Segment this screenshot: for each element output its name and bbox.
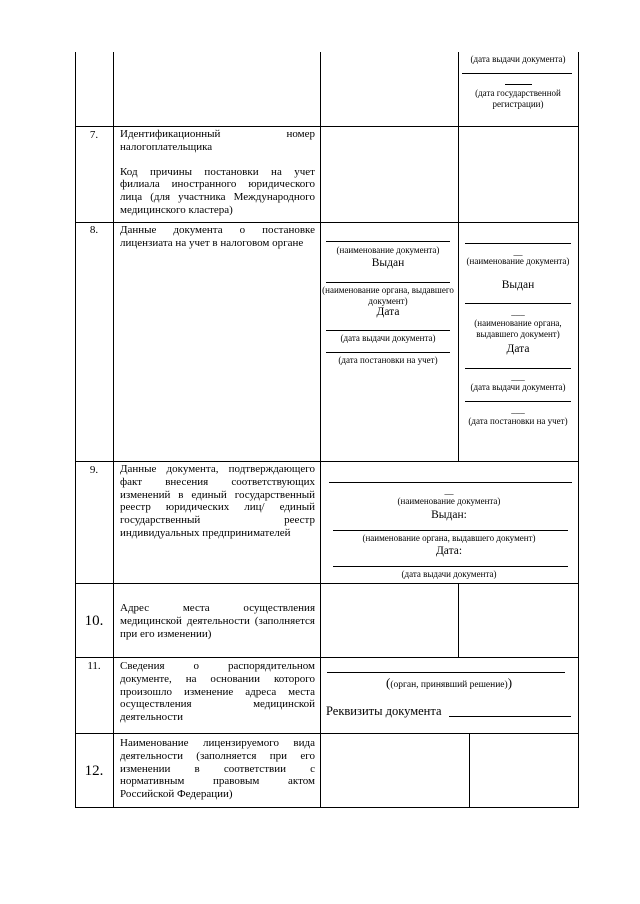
r9-doc-name-caption: (наименование документа) [397, 496, 501, 506]
value-divider-row12 [469, 733, 470, 808]
row-10-number: 10. [84, 613, 104, 629]
r8-left-doc-name-caption: (наименование документа) [336, 245, 440, 255]
r11-requisites-line [449, 716, 571, 717]
row-8-label: Данные документа о постановке лицензиата на учет в налоговом органе [120, 224, 315, 249]
r8-right-doc-line [465, 243, 571, 244]
tin-label: Идентификационный номер налогоплательщика [120, 128, 315, 153]
r11-body-line [327, 672, 565, 673]
r9-issue-date-line [333, 566, 568, 567]
table-border-bottom [75, 807, 579, 808]
r8-right-doc-dash: __ [513, 247, 523, 257]
r8-left-registration-line [326, 352, 450, 353]
row-11-label: Сведения о распорядительном документе, на основании которого произошло изменение адреса места осуществления медицинской деятельности [120, 660, 315, 724]
top-issue-date-caption: (дата выдачи документа) [470, 54, 566, 64]
r9-issued-word: Выдан: [431, 509, 467, 521]
row-border-top-first [75, 126, 579, 127]
r8-left-issued-word: Выдан [371, 257, 405, 269]
r8-right-issue-date-caption: (дата выдачи документа) [470, 382, 566, 392]
r8-right-registration-caption: (дата постановки на учет) [468, 416, 568, 426]
row-border-10-11 [75, 657, 579, 658]
r8-right-issued-word: Выдан [501, 279, 535, 291]
value-divider-top [458, 52, 459, 222]
kpp-label: Код причины постановки на учет филиала иностранного юридического лица (для участника Международного медицинского кластера) [120, 165, 315, 216]
r9-issuer-line [333, 530, 568, 531]
r8-right-date-word: Дата [506, 343, 530, 355]
row-12-label: Наименование лицензируемого вида деятельности (заполняется при его изменении в соответствии с нормативным правовым актом Российской Федерации) [120, 737, 315, 801]
column-divider-number [113, 52, 114, 808]
top-underline-1 [462, 73, 572, 74]
r11-requisites-label: Реквизиты документа [326, 704, 442, 718]
r9-issuer-caption: (наименование органа, выдавшего документ) [362, 533, 536, 543]
r8-left-issue-date-line [326, 330, 450, 331]
row-7-label [120, 128, 315, 217]
r9-doc-dash: __ [444, 486, 454, 496]
row-border-9-10 [75, 583, 579, 584]
row-9-number: 9. [89, 464, 99, 476]
r11-body-caption-text: (орган, принявший решение) [390, 680, 508, 690]
row-9-label: Данные документа, подтверждающего факт внесения соответствующих изменений в единый государственный реестр юридических лиц/ единый государственный реестр индивидуальных предпринимателей [120, 463, 315, 539]
r8-right-registration-line [465, 401, 571, 402]
r8-left-date-word: Дата [376, 306, 400, 318]
value-divider-row10 [458, 583, 459, 657]
r8-left-issuer-line [326, 282, 450, 283]
r8-right-registration-dash: ___ [511, 405, 525, 415]
r9-issue-date-caption: (дата выдачи документа) [401, 569, 497, 579]
row-12-number: 12. [84, 763, 104, 779]
row-border-7-8 [75, 222, 579, 223]
row-border-11-12 [75, 733, 579, 734]
r11-body-caption: ((орган, принявший решение)) [385, 675, 513, 690]
r8-right-issue-date-dash: ___ [511, 372, 525, 382]
column-divider-label [320, 52, 321, 808]
r8-left-issuer-caption: (наименование органа, выдавшего документ) [322, 285, 454, 306]
r8-right-issuer-caption: (наименование органа, выдавшего документ) [474, 318, 562, 339]
r8-right-issuer-line [465, 303, 571, 304]
r9-doc-line [329, 482, 572, 483]
top-registration-date-caption: (дата государственной регистрации) [475, 88, 561, 109]
table-border-left [75, 52, 76, 808]
r8-left-doc-line [326, 241, 450, 242]
row-11-number: 11. [87, 660, 101, 672]
r8-right-issue-date-line [465, 368, 571, 369]
r8-right-doc-name-caption: (наименование документа) [466, 256, 570, 266]
r8-left-registration-caption: (дата постановки на учет) [338, 355, 438, 365]
value-divider-row8 [458, 222, 459, 462]
row-10-label: Адрес места осуществления медицинской деятельности (заполняется при его изменении) [120, 602, 315, 640]
row-7-number: 7. [89, 129, 99, 141]
r8-left-issue-date-caption: (дата выдачи документа) [340, 333, 436, 343]
r8-right-issuer-dash: ___ [511, 307, 525, 317]
top-underline-2 [505, 84, 532, 85]
row-8-number: 8. [89, 224, 99, 236]
r9-date-word: Дата: [435, 545, 463, 557]
row-border-8-9 [75, 461, 579, 462]
table-border-right [578, 52, 579, 808]
